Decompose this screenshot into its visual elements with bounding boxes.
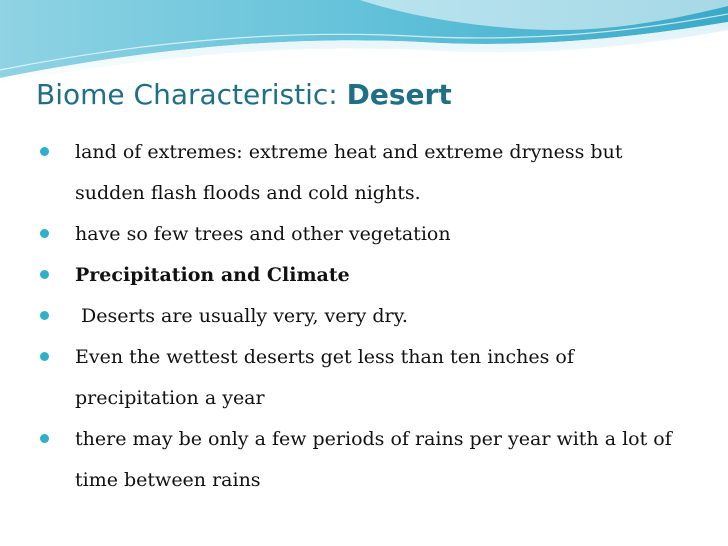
bullet-text: land of extremes: extreme heat and extreme dryness but sudden flash floods and cold nights.: [75, 141, 623, 204]
slide-title-prefix: Biome Characteristic:: [36, 78, 347, 111]
bullet-dot-icon: [40, 270, 49, 279]
bullet-item: [38, 255, 698, 296]
bullet-text-heading: Precipitation and Climate: [75, 264, 350, 286]
header-wave-decoration: [0, 0, 728, 85]
bullet-dot-icon: [40, 147, 49, 156]
bullet-text: Even the wettest deserts get less than ten inches of precipitation a year: [75, 346, 574, 409]
slide-title: [36, 76, 452, 114]
bullet-item: [38, 419, 698, 501]
bullet-text: have so few trees and other vegetation: [75, 223, 451, 245]
bullet-item: [38, 214, 698, 255]
bullet-item: [38, 132, 698, 214]
bullet-dot-icon: [40, 311, 49, 320]
slide-title-emphasis: Desert: [346, 78, 452, 111]
bullet-dot-icon: [40, 434, 49, 443]
bullet-item: [38, 296, 698, 337]
bullet-list: [38, 132, 698, 501]
bullet-dot-icon: [40, 352, 49, 361]
bullet-text: Deserts are usually very, very dry.: [75, 305, 408, 327]
bullet-dot-icon: [40, 229, 49, 238]
bullet-item: [38, 337, 698, 419]
bullet-text: there may be only a few periods of rains per year with a lot of time between rains: [75, 428, 672, 491]
